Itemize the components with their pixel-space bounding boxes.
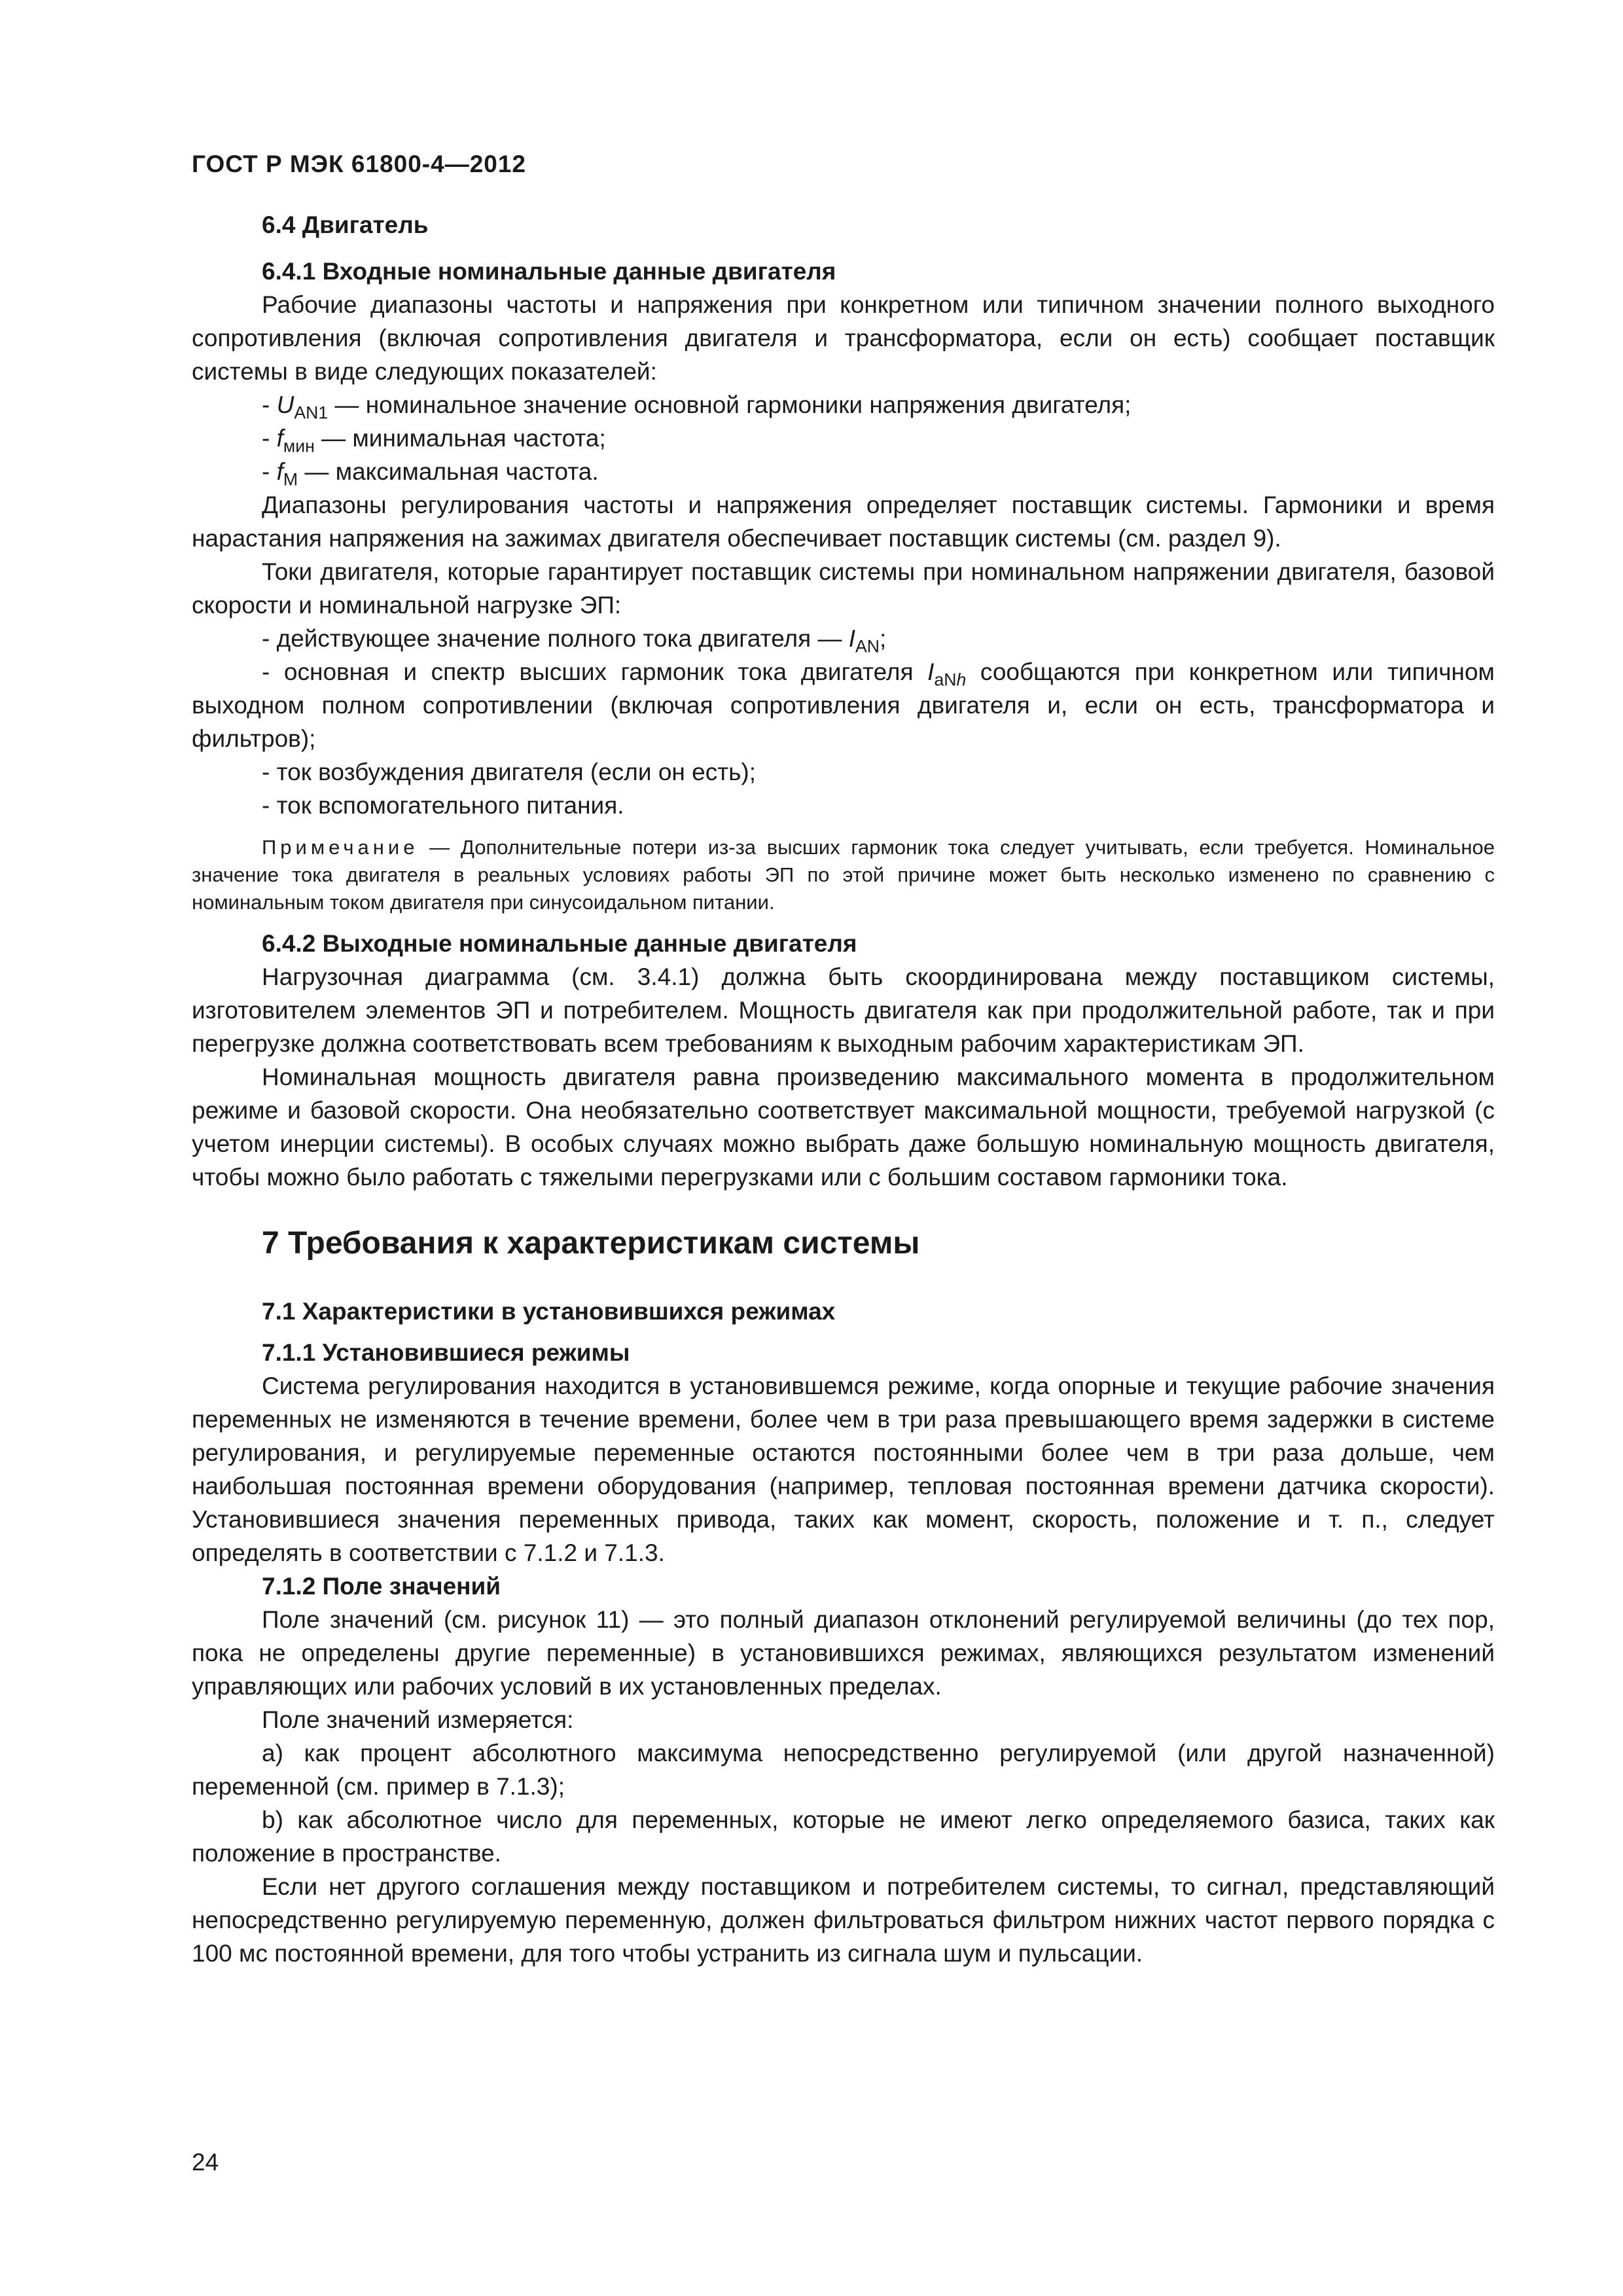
paragraph: Рабочие диапазоны частоты и напряжения при конкретном или типичном значении полного выходного сопротивления (включая сопротивления двигателя и трансформатора, если он есть) сообщает поставщик системы в виде следующих показателей:	[192, 291, 1495, 385]
list-item: - $U_{AN1}$ — номинальное значение основной гармоники напряжения двигателя;	[262, 391, 1132, 423]
list-item: - действующее значение полного тока двигателя — $I_{AN}$;	[262, 625, 887, 656]
paragraph: Если нет другого соглашения между поставщиком и потребителем системы, то сигнал, представляющий непосредственно регулируемую переменную, должен фильтроваться фильтром нижних частот первого порядка с 100 мс постоянной времени, для того чтобы устранить из сигнала шум и пульсации.	[192, 1873, 1495, 1967]
section-6-4-2-title: 6.4.2 Выходные номинальные данные двигателя	[262, 930, 857, 957]
paragraph: Поле значений измеряется:	[262, 1706, 574, 1733]
paragraph: Система регулирования находится в установившемся режиме, когда опорные и текущие рабочие значения переменных не изменяются в течение времени, более чем в три раза превышающего время задержки в системе регулирования, и регулируемые переменные остаются постоянными более чем в три раза дольше, чем наибольшая постоянная времени оборудования (например, тепловая постоянная времени датчика скорости). Установившиеся значения переменных привода, таких как момент, скорость, положение и т. п., следует определять в соответствии с 7.1.2 и 7.1.3.	[192, 1372, 1495, 1566]
list-item: - основная и спектр высших гармоник тока двигателя $I_{aNh}$ сообщаются при конкретном или типичном выходном полном сопротивлении (включая сопротивления двигателя и, если он есть, трансформатора и фильтров);	[192, 658, 1495, 752]
paragraph: Токи двигателя, которые гарантирует поставщик системы при номинальном напряжении двигателя, базовой скорости и номинальной нагрузке ЭП:	[192, 558, 1495, 619]
paragraph: Поле значений (см. рисунок 11) — это полный диапазон отклонений регулируемой величины (до тех пор, пока не определены другие переменные) в установившихся режимах, являющихся результатом изменений управляющих или рабочих условий в их установленных пределах.	[192, 1606, 1495, 1700]
section-6-4-1-title: 6.4.1 Входные номинальные данные двигателя	[262, 258, 836, 285]
list-item: - ток возбуждения двигателя (если он есть);	[262, 759, 757, 785]
section-7-1-1-title: 7.1.1 Установившиеся режимы	[262, 1339, 630, 1366]
page-number: 24	[192, 2149, 219, 2176]
document-header: ГОСТ Р МЭК 61800-4—2012	[192, 151, 527, 177]
paragraph: Нагрузочная диаграмма (см. 3.4.1) должна быть скоординирована между поставщиком системы, изготовителем элементов ЭП и потребителем. Мощность двигателя как при продолжительной работе, так и при перегрузке должна соответствовать всем требованиям к выходным рабочим характеристикам ЭП.	[192, 963, 1495, 1057]
document-body	[192, 208, 1495, 1970]
list-item: - $f_{мин}$ — минимальная частота;	[262, 425, 606, 456]
paragraph: Номинальная мощность двигателя равна произведению максимального момента в продолжительном режиме и базовой скорости. Она необязательно соответствует максимальной мощности, требуемой нагрузкой (с учетом инерции системы). В особых случаях можно выбрать даже большую номинальную мощность двигателя, чтобы можно было работать с тяжелыми перегрузками или с большим составом гармоники тока.	[192, 1064, 1495, 1191]
list-item: - ток вспомогательного питания.	[262, 792, 624, 819]
section-7-1-title: 7.1 Характеристики в установившихся режимах	[262, 1298, 836, 1325]
paragraph: b) как абсолютное число для переменных, которые не имеют легко определяемого базиса, таких как положение в пространстве.	[192, 1806, 1495, 1867]
section-7-title: 7 Требования к характеристикам системы	[262, 1226, 920, 1261]
note-label: Примечание	[262, 836, 419, 859]
section-6-4-title: 6.4 Двигатель	[262, 211, 429, 238]
note: Примечание — Дополнительные потери из-за высших гармоник тока следует учитывать, если требуется. Номинальное значение тока двигателя в реальных условиях работы ЭП по этой причине может быть несколько изменено по сравнению с номинальным током двигателя при синусоидальном питании.	[192, 836, 1495, 914]
list-item: - $f_M$ — максимальная частота.	[262, 458, 599, 490]
paragraph: a) как процент абсолютного максимума непосредственно регулируемой (или другой назначенной) переменной (см. пример в 7.1.3);	[192, 1740, 1495, 1800]
paragraph: Диапазоны регулирования частоты и напряжения определяет поставщик системы. Гармоники и время нарастания напряжения на зажимах двигателя обеспечивает поставщик системы (см. раздел 9).	[192, 492, 1495, 552]
section-7-1-2-title: 7.1.2 Поле значений	[262, 1573, 501, 1600]
